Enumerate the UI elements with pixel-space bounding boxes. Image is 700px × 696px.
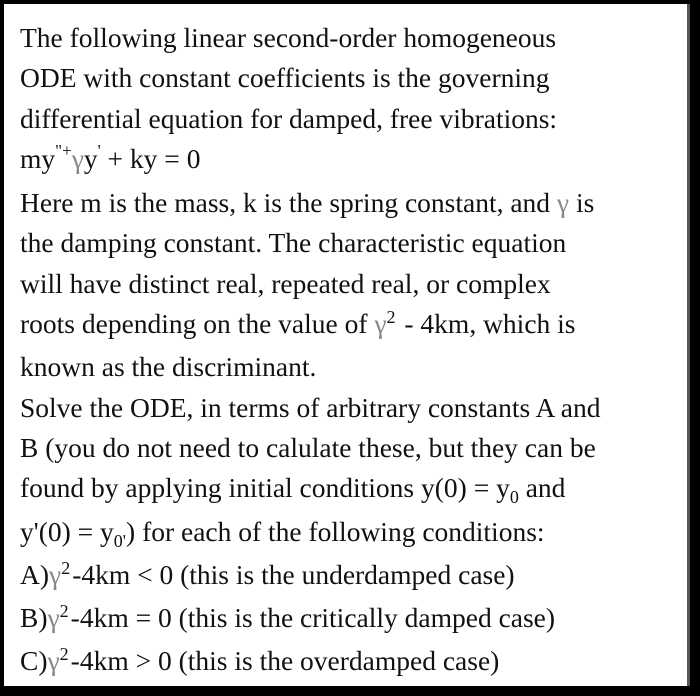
definition-line-1: [20, 183, 687, 223]
equation-prime: ': [97, 140, 101, 160]
definition-text-c: roots depending on the value of: [20, 308, 375, 340]
condition-label: C): [20, 645, 48, 677]
condition-underdamped: [20, 555, 687, 598]
definition-line-2: the damping constant. The characteristic equation: [20, 227, 567, 259]
task-line-1: Solve the ODE, in terms of arbitrary constants A and: [20, 391, 601, 423]
definition-line-5: known as the discriminant.: [20, 351, 317, 383]
y0-subscript: 0: [509, 487, 519, 508]
task-text-d: ) for each of the following conditions:: [126, 515, 545, 547]
squared-superscript: 2: [59, 601, 69, 622]
gamma-symbol: γ: [47, 602, 60, 634]
question-document: [4, 4, 690, 686]
equation-rest: + ky = 0: [100, 142, 201, 174]
condition-critically-damped: [20, 598, 687, 641]
task-line-4: [20, 512, 687, 555]
definition-text-b: is: [569, 187, 595, 219]
task-text-b: and: [518, 472, 566, 504]
condition-label: B): [20, 602, 48, 634]
governing-equation: [20, 139, 687, 183]
equation-y: y: [83, 142, 98, 174]
gamma-symbol: γ: [556, 187, 570, 219]
equation-my: my: [20, 142, 56, 174]
task-text-a: found by applying initial conditions y(0) = y: [20, 472, 510, 504]
task-text-c: y'(0) = y: [20, 515, 114, 547]
squared-superscript: 2: [61, 557, 71, 578]
task-line-3: [20, 468, 687, 511]
definition-line-3: will have distinct real, repeated real, or complex: [20, 267, 551, 299]
definition-text-d: - 4km, which is: [397, 308, 576, 340]
gamma-symbol: γ: [374, 308, 387, 340]
gamma-symbol: γ: [49, 558, 62, 590]
squared-superscript: 2: [386, 307, 396, 328]
intro-line-3: differential equation for damped, free vibrations:: [20, 102, 558, 134]
condition-text: -4km = 0 (this is the critically damped case): [70, 602, 556, 634]
condition-overdamped: [20, 641, 687, 684]
task-line-2: B (you do not need to calulate these, but they can be: [20, 431, 596, 463]
equation-plus: +: [62, 140, 72, 160]
condition-label: A): [20, 558, 50, 590]
intro-line-1: The following linear second-order homogeneous: [20, 22, 557, 53]
definition-text-a: Here m is the mass, k is the spring constant, and: [20, 187, 551, 219]
intro-line-2: ODE with constant coefficients is the governing: [20, 62, 550, 94]
gamma-symbol: γ: [47, 645, 60, 677]
definition-line-4: [20, 304, 687, 347]
gamma-symbol: γ: [71, 142, 84, 174]
condition-text: -4km < 0 (this is the underdamped case): [72, 558, 515, 590]
squared-superscript: 2: [59, 644, 69, 665]
y0-prime-subscript: 0': [113, 530, 127, 551]
equation-double-prime: ": [55, 140, 63, 160]
condition-text: -4km > 0 (this is the overdamped case): [70, 645, 500, 677]
